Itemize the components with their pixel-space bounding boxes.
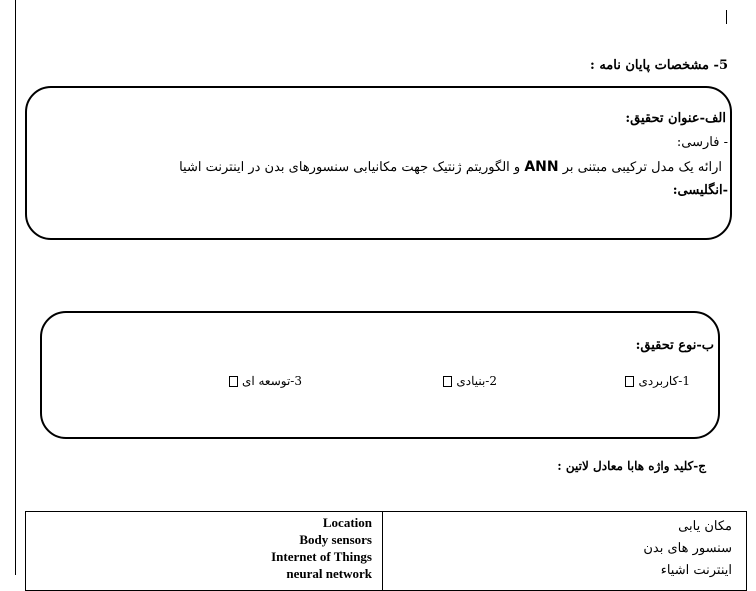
research-type-box — [40, 311, 720, 439]
farsi-title-part-1: ارائه یک مدل ترکیبی مبتنی بر — [558, 160, 722, 175]
farsi-title-part-2: و الگوریتم ژنتیک جهت مکانیابی سنسورهای بدن در اینترنت اشیا — [179, 160, 525, 175]
keyword-latin-1: Location — [322, 515, 372, 530]
english-label: -انگلیسی: — [672, 183, 728, 198]
farsi-title-acronym: ANN — [524, 159, 559, 175]
keyword-persian-3: اینترنت اشیاء — [660, 563, 732, 578]
keyword-latin-4: neural network — [286, 566, 372, 581]
page-left-border — [15, 0, 16, 575]
keywords-persian-column — [643, 516, 732, 582]
keywords-table — [25, 511, 747, 591]
keywords-label: ج-کلید واژه هابا معادل لاتین : — [557, 459, 706, 473]
option-fundamental-checkbox[interactable] — [443, 376, 452, 387]
keyword-persian-1: مکان یابی — [678, 519, 732, 534]
keyword-latin-3: Internet of Things — [271, 549, 372, 564]
farsi-label: - فارسی: — [676, 135, 728, 150]
option-developmental — [227, 374, 302, 388]
option-applied-label: 1-کاربردی — [638, 374, 690, 388]
option-applied-checkbox[interactable] — [625, 376, 634, 387]
farsi-title — [179, 159, 722, 175]
keyword-persian-2: سنسور های بدن — [643, 541, 732, 556]
research-title-label: الف-عنوان تحقیق: — [625, 111, 726, 126]
research-type-label: ب-نوع تحقیق: — [635, 338, 714, 353]
keywords-latin-column — [271, 514, 372, 582]
keyword-latin-2: Body sensors — [299, 532, 372, 547]
keywords-table-divider — [382, 512, 383, 590]
option-developmental-label: 3-توسعه ای — [241, 374, 302, 388]
option-fundamental-label: 2-بنیادی — [456, 374, 497, 388]
option-applied — [623, 374, 690, 388]
option-fundamental — [441, 374, 497, 388]
section-heading: 5- مشخصات پایان نامه : — [590, 58, 728, 73]
text-cursor — [726, 10, 727, 24]
option-developmental-checkbox[interactable] — [229, 376, 238, 387]
